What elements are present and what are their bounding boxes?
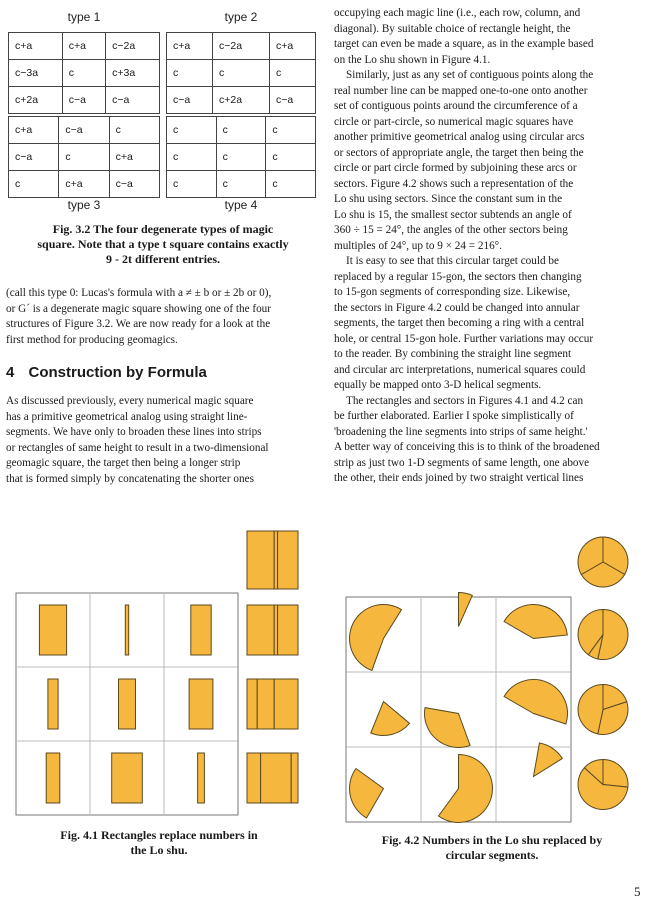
target-sector [578,685,603,734]
text-line: segments, the target then becoming a ring with a central [334,317,585,329]
type3-label: type 3 [67,198,101,212]
target-segment [247,531,274,589]
type1-label: type 1 [67,10,101,24]
target-segment [274,531,277,589]
number-rectangle [119,679,136,729]
number-rectangle [191,605,211,655]
text-line: that is formed simply by concatenating the shorter ones [6,472,254,485]
square-cell: c−a [59,117,109,144]
square-cell: c+a [109,144,159,171]
section-number: 4 [6,364,15,381]
text-line: (call this type 0: Lucas's formula with a ≠ ± b or ± 2b or 0), [6,287,272,299]
text-line: or G´ is a degenerate magic square showing one of the four [6,302,271,315]
section-title: Construction by Formula [28,364,207,381]
text-line: equally be mapped onto 3-D helical segments. [334,379,542,391]
square-cell: c+a [62,33,105,60]
text-line: A better way of conceiving this is to think of the broadened [334,441,600,453]
square-cell: c [167,60,213,87]
right-paragraph-3 [334,254,640,394]
text-line: the other, their ends joined by two straight vertical lines [334,472,584,484]
number-rectangle [112,753,143,803]
square-cell: c [216,117,266,144]
text-line: first method for producing geomagics. [6,333,178,346]
text-line: As discussed previously, every numerical magic square [6,395,254,407]
text-line: target can even be made a square, as in the example based [334,38,594,50]
text-line: hole, or central 15-gon hole. Further variations may occur [334,332,594,345]
text-line: Lo shu using sectors. Since the constant sum in the [334,193,563,205]
square-cell: c−a [167,87,213,114]
text-line: geomagic square, the target then being a longer strip [6,457,241,469]
text-line: 'broadening the line segments into strips of same height.' [334,425,588,438]
magic-square-type4 [166,116,316,198]
square-cell: c+a [9,117,59,144]
target-segment [274,605,277,655]
text-line: or sectors of appropriate angle, the target then being the [334,146,584,159]
fig32-caption-line3: 9 - 2t different entries. [105,252,221,266]
type2-label: type 2 [224,10,258,24]
text-line: 360 ÷ 15 = 24°, the angles of the other sectors being [334,224,568,236]
square-cell: c+2a [212,87,269,114]
text-line: strip as just two 1-D segments of same length, one above [334,456,590,469]
magic-square-type1 [8,32,160,114]
number-rectangle [46,753,60,803]
text-line: and circular arc interpretations, numerical squares could [334,363,586,376]
fig32-caption [4,222,322,267]
text-line: the sectors in Figure 4.2 could be changed into annular [334,301,580,314]
target-segment [278,531,298,589]
square-cell: c−a [9,144,59,171]
right-column-text [334,6,640,487]
square-cell: c [216,144,266,171]
square-cell: c [62,60,105,87]
square-cell: c+a [9,33,63,60]
text-line: set of contiguous points around the circumference of a [334,100,578,112]
fig42-sectors-figure [330,525,650,825]
square-cell: c−2a [212,33,269,60]
text-line: Lo shu is 15, the smallest sector subtends an angle of [334,208,572,221]
left-paragraph-2 [6,394,324,487]
text-line: occupying each magic line (i.e., each row, column, and [334,7,581,19]
text-line: to 15-gon segments of corresponding size. Likewise, [334,286,571,298]
target-segment [257,679,274,729]
right-paragraph-4 [334,394,640,487]
text-line: replaced by a regular 15-gon, the sectors then changing [334,270,582,283]
text-line: another primitive geometrical analog using circular arcs [334,131,585,143]
text-line: on the Lo shu shown in Figure 4.1. [334,53,491,66]
target-segment [291,753,298,803]
number-rectangle [125,605,128,655]
square-cell: c [212,60,269,87]
fig32-caption-line1: Fig. 3.2 The four degenerate types of magic [52,222,274,236]
square-cell: c+a [59,171,109,198]
square-cell: c [216,171,266,198]
square-cell: c [167,117,217,144]
square-cell: c [109,117,159,144]
square-cell: c+2a [9,87,63,114]
square-cell: c+a [270,33,316,60]
right-paragraph-2 [334,68,640,254]
fig41-caption-line1: Fig. 4.1 Rectangles replace numbers in [60,828,258,842]
target-segment [247,605,274,655]
fig42-caption-line1: Fig. 4.2 Numbers in the Lo shu replaced by [381,833,603,847]
square-cell: c [266,144,316,171]
text-line: or rectangles of same height to result in a two-dimensional [6,441,269,454]
square-cell: c [167,144,217,171]
text-line: Similarly, just as any set of contiguous points along the [346,69,594,81]
text-line: The rectangles and sectors in Figures 4.1 and 4.2 can [346,394,584,407]
number-rectangle [198,753,205,803]
square-cell: c [9,171,59,198]
fig41-caption-line2: the Lo shu. [130,843,188,857]
square-cell: c+3a [106,60,160,87]
text-line: diagonal). By suitable choice of rectangle height, the [334,22,571,35]
target-sector [603,760,628,788]
number-rectangle [39,605,66,655]
square-cell: c−2a [106,33,160,60]
text-line: structures of Figure 3.2. We are now ready for a look at the [6,318,271,330]
type4-label: type 4 [224,198,258,212]
square-cell: c−a [270,87,316,114]
magic-square-type3 [8,116,160,198]
text-line: circle or part circle formed by subjoining these arcs or [334,162,577,174]
square-cell: c [270,60,316,87]
text-line: multiples of 24°, up to 9 × 24 = 216°. [334,239,502,252]
text-line: circle or part-circle, so numerical magic squares have [334,115,574,128]
page-number: 5 [634,884,641,899]
fig42-caption [342,833,642,863]
target-segment [247,679,257,729]
square-cell: c [266,171,316,198]
target-segment [247,753,261,803]
text-line: real number line can be mapped one-to-one onto another [334,84,588,97]
text-line: segments. We have only to broaden these lines into strips [6,426,262,438]
square-cell: c−3a [9,60,63,87]
text-line: sectors. Figure 4.2 shows such a representation of the [334,177,574,190]
square-cell: c−a [109,171,159,198]
square-cell: c [59,144,109,171]
section-heading [6,364,207,381]
left-paragraph-1 [6,286,324,348]
target-segment [278,605,298,655]
fig32-caption-line2: square. Note that a type t square contains exactly [37,237,289,251]
square-cell: c+a [167,33,213,60]
magic-square-type2 [166,32,316,114]
target-segment [274,679,298,729]
text-line: It is easy to see that this circular target could be [346,255,559,267]
right-paragraph-1 [334,6,640,68]
fig42-caption-line2: circular segments. [445,848,539,862]
text-line: has a primitive geometrical analog using straight line- [6,410,248,423]
square-cell: c−a [106,87,160,114]
square-cell: c [167,171,217,198]
square-cell: c−a [62,87,105,114]
text-line: be further elaborated. Earlier I spoke simplistically of [334,410,574,422]
text-line: to the reader. By combining the straight line segment [334,348,572,360]
number-rectangle [189,679,213,729]
fig41-rectangles-figure [0,525,320,825]
square-cell: c [266,117,316,144]
number-rectangle [48,679,58,729]
target-segment [261,753,292,803]
fig41-caption [14,828,304,858]
